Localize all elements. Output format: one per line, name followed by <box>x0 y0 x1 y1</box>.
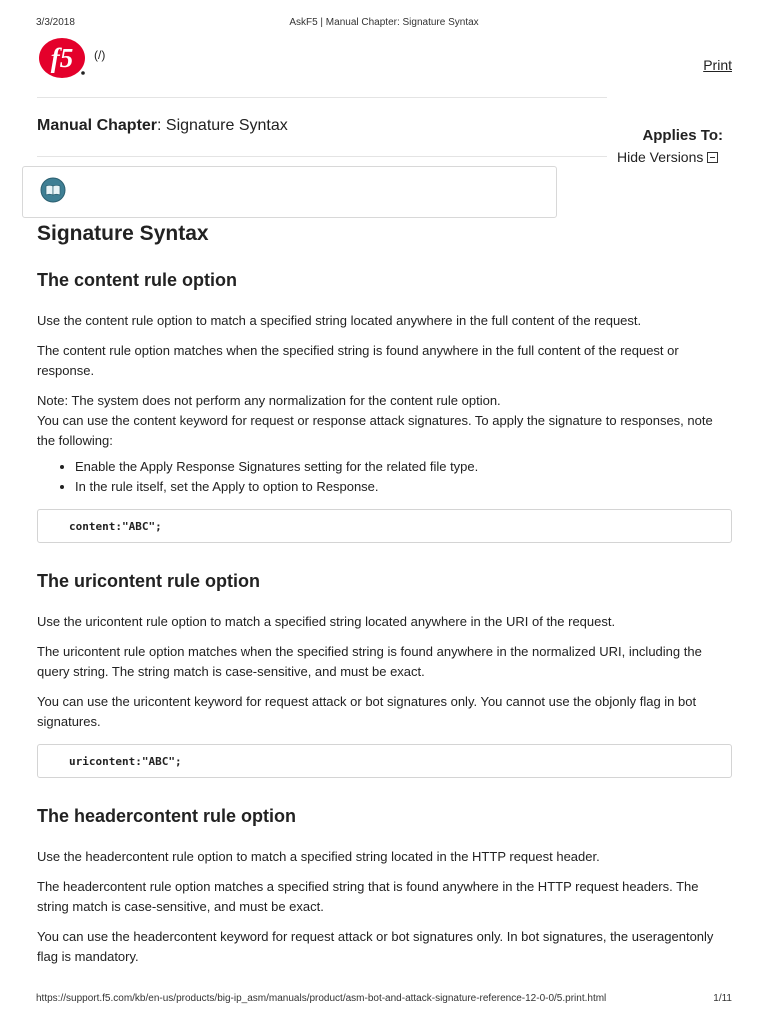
print-title: AskF5 | Manual Chapter: Signature Syntax <box>289 17 479 28</box>
section-heading: The headercontent rule option <box>37 806 297 826</box>
book-icon[interactable] <box>40 177 66 203</box>
paragraph: The uricontent rule option matches when the specified string is found anywhere in the normalized URI, including the query string. The string match is case-sensitive, and must be exact. <box>37 644 702 679</box>
paragraph: Use the content rule option to match a specified string located anywhere in the full content of the request. <box>37 313 642 328</box>
paragraph: Use the uricontent rule option to match a specified string located anywhere in the URI of the request. <box>37 614 616 629</box>
minus-box-icon[interactable] <box>707 152 718 163</box>
footer-url: https://support.f5.com/kb/en-us/products/big-ip_asm/manuals/product/asm-bot-and-attack-signature-reference-12-0-0/5.print.html <box>36 993 607 1004</box>
paragraph: You can use the headercontent keyword for request attack or bot signatures only. In bot signatures, the useragentonly flag is mandatory. <box>37 929 714 964</box>
list-item: • In the rule itself, set the Apply to option to Response. <box>75 477 732 497</box>
chapter-title: : Signature Syntax <box>157 117 288 134</box>
f5-logo[interactable] <box>38 37 86 79</box>
print-date: 3/3/2018 <box>36 17 75 28</box>
paragraph: The content rule option matches when the specified string is found anywhere in the full content of the request or response. <box>37 343 679 378</box>
code-block: uricontent:"ABC"; <box>37 744 732 778</box>
article-content <box>37 222 732 977</box>
print-link[interactable]: Print <box>703 57 732 73</box>
note-line: Note: The system does not perform any normalization for the content rule option. <box>37 393 501 408</box>
list-item: • Enable the Apply Response Signatures setting for the related file type. <box>75 457 732 477</box>
code-block: content:"ABC"; <box>37 509 732 543</box>
home-link[interactable]: (/) <box>94 48 106 62</box>
page-title: Signature Syntax <box>37 222 209 245</box>
page-number: 1/11 <box>713 993 732 1004</box>
paragraph: The headercontent rule option matches a specified string that is found anywhere in the HTTP request headers. The string match is case-sensitive, and must be exact. <box>37 879 699 914</box>
note-line: You can use the content keyword for request or response attack signatures. To apply the signature to responses, note the following: <box>37 413 713 448</box>
paragraph: You can use the uricontent keyword for request attack or bot signatures only. You cannot use the objonly flag in bot signatures. <box>37 694 697 729</box>
manual-icon-box <box>22 166 557 218</box>
divider <box>37 156 607 157</box>
paragraph: Use the headercontent rule option to match a specified string located in the HTTP request header. <box>37 849 600 864</box>
divider <box>37 97 607 98</box>
chapter-heading <box>37 117 288 135</box>
hide-versions-toggle[interactable] <box>617 149 718 165</box>
bullet-list <box>37 457 732 497</box>
applies-to-label: Applies To: <box>642 127 723 144</box>
chapter-prefix: Manual Chapter <box>37 117 158 134</box>
section-heading: The content rule option <box>37 270 237 290</box>
hide-versions-label: Hide Versions <box>617 149 704 165</box>
logo-text: f5 <box>50 43 74 73</box>
note <box>37 391 732 451</box>
section-heading: The uricontent rule option <box>37 571 260 591</box>
